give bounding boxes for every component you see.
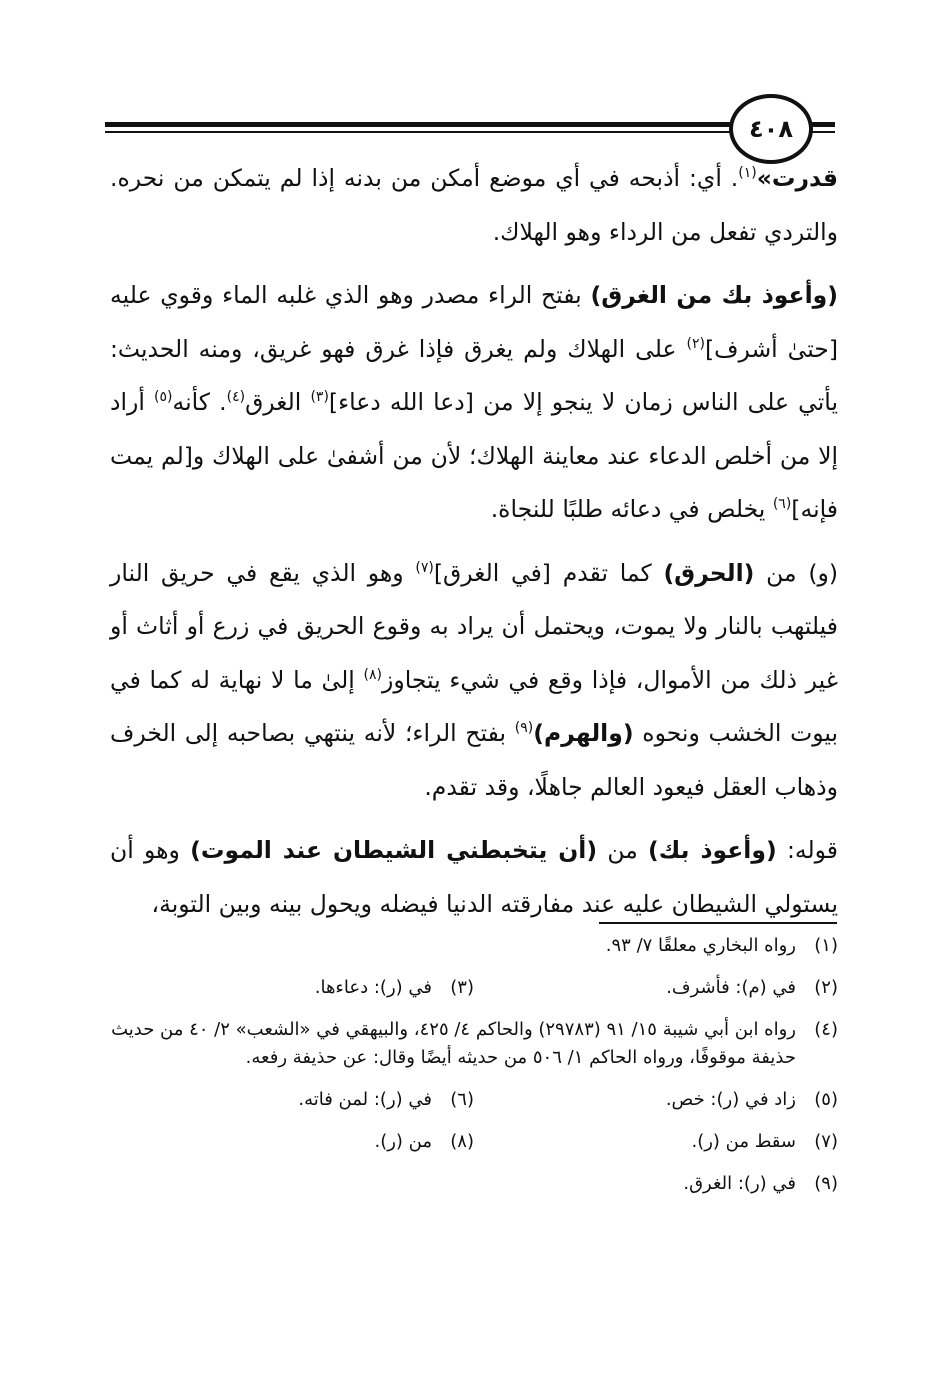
- page-number: ٤٠٨: [749, 115, 793, 143]
- header-rule-thick: [105, 122, 740, 127]
- footnote-4: [110, 1016, 838, 1072]
- p2-text-2: على الهلاك ولم يغرق فإذا غرق فهو غريق، ومنه الحديث: يأتي على الناس زمان لا ينجو إلا من [دعا الله دعاء]: [110, 334, 838, 416]
- paragraph-4: [110, 824, 838, 931]
- p2-text-3: الغرق: [245, 388, 311, 416]
- footnote-text: زاد في (ر): خص.: [665, 1089, 796, 1110]
- p2-text-5: أراد إلا من أخلص الدعاء عند معاينة الهلاك؛ لأن من أشفىٰ على الهلاك و[لم يمت فإنه]: [110, 388, 838, 523]
- p1-quote-end: قدرت»: [756, 164, 838, 192]
- p2-text-4: . كأنه: [172, 388, 227, 416]
- p3-heading-1: (الحرق): [663, 558, 755, 587]
- footnote-number: (٦): [450, 1089, 474, 1110]
- footnote-separator: [599, 922, 837, 924]
- footnote-text: من (ر).: [374, 1131, 432, 1152]
- footnote-text: رواه ابن أبي شيبة ١٥/ ٩١ (٢٩٧٨٣) والحاكم ٤/ ٤٢٥، والبيهقي في «الشعب» ٢/ ٤٠ من حديث حذيفة موقوفًا، ورواه الحاكم ١/ ٥٠٦ من حديثه أيضًا وقال: عن حذيفة رفعه.: [111, 1019, 796, 1068]
- footnote-8: [110, 1128, 474, 1156]
- footnote-row: [110, 1128, 838, 1156]
- footnote-row: [110, 1170, 838, 1198]
- footnote-ref-9: (٩): [514, 720, 534, 737]
- footnote-text: في (م): فأشرف.: [666, 977, 796, 998]
- p4-text-1: قوله:: [776, 836, 838, 864]
- footnote-1: [606, 932, 838, 960]
- footnote-text: في (ر): لمن فاته.: [298, 1089, 432, 1110]
- footnote-text: رواه البخاري معلقًا ٧/ ٩٣.: [605, 935, 796, 956]
- footnote-ref-5: (٥): [154, 389, 173, 406]
- footnote-number: (٨): [450, 1131, 474, 1152]
- paragraph-1: [110, 152, 838, 259]
- header-rule-thin: [105, 131, 740, 133]
- p3-text-4: إلىٰ ما لا نهاية له كما في بيوت الخشب ونحوه: [110, 665, 838, 747]
- footnote-number: (٢): [814, 977, 838, 998]
- footnote-text: سقط من (ر).: [691, 1131, 796, 1152]
- footnote-ref-3: (٣): [310, 389, 329, 406]
- p3-text-2: كما تقدم [في الغرق]: [433, 558, 664, 587]
- footnote-ref-4: (٤): [226, 389, 246, 406]
- p1-text: . أي: أذبحه في أي موضع أمكن من بدنه إذا لم يتمكن من نحره. والتردي تفعل من الرداء وهو الهلاك.: [110, 164, 838, 246]
- p3-heading-2: (والهرم): [533, 719, 634, 747]
- footnote-number: (٩): [814, 1173, 838, 1194]
- p3-text-5: بفتح الراء؛ لأنه ينتهي بصاحبه إلى الخرف وذهاب العقل فيعود العالم جاهلًا، وقد تقدم.: [110, 719, 838, 801]
- footnotes: [110, 932, 838, 1212]
- main-text: [110, 152, 838, 941]
- footnote-ref-8: (٨): [363, 666, 382, 683]
- footnote-ref-7: (٧): [415, 559, 434, 576]
- footnote-2: [474, 974, 838, 1002]
- p3-text-3: وهو الذي يقع في حريق النار فيلتهب بالنار ولا يموت، ويحتمل أن يراد به وقوع الحريق في زرع أو أثاث أو غير ذلك من الأموال، فإذا وقع في شيء يتجاوز: [110, 558, 838, 694]
- paragraph-2: [110, 269, 838, 537]
- p2-text-6: يخلص في دعائه طلبًا للنجاة.: [490, 495, 773, 523]
- footnote-number: (١): [814, 935, 838, 956]
- p4-heading-1: (وأعوذ بك): [648, 836, 777, 864]
- p4-text-3: وهو أن يستولي الشيطان عليه عند مفارقته الدنيا فيضله ويحول بينه وبين التوبة،: [110, 836, 838, 918]
- footnote-row: [110, 1086, 838, 1114]
- footnote-row: [110, 932, 838, 960]
- footnote-text: في (ر): دعاءها.: [314, 977, 432, 998]
- footnote-3: [110, 974, 474, 1002]
- footnote-ref-6: (٦): [772, 496, 792, 513]
- footnote-ref-2: (٢): [686, 335, 705, 352]
- footnote-row: [110, 974, 838, 1002]
- footnote-row: [110, 1016, 838, 1072]
- footnote-7: [474, 1128, 838, 1156]
- paragraph-3: [110, 547, 838, 815]
- footnote-number: (٤): [814, 1019, 838, 1040]
- footnote-number: (٧): [814, 1131, 838, 1152]
- p4-heading-2: (أن يتخبطني الشيطان عند الموت): [190, 836, 598, 864]
- footnote-5: [474, 1086, 838, 1114]
- footnote-number: (٥): [814, 1089, 838, 1110]
- footnote-number: (٣): [450, 977, 474, 998]
- footnote-ref-1: (١): [738, 165, 757, 182]
- p2-text-1: بفتح الراء مصدر وهو الذي غلبه الماء وقوي عليه [حتىٰ أشرف]: [110, 281, 838, 363]
- footnote-9: [683, 1170, 838, 1198]
- p2-heading: (وأعوذ بك من الغرق): [590, 281, 838, 309]
- footnote-6: [110, 1086, 474, 1114]
- p4-text-2: من: [597, 836, 649, 864]
- p3-text-1: (و) من: [754, 558, 839, 587]
- footnote-text: في (ر): الغرق.: [683, 1173, 796, 1194]
